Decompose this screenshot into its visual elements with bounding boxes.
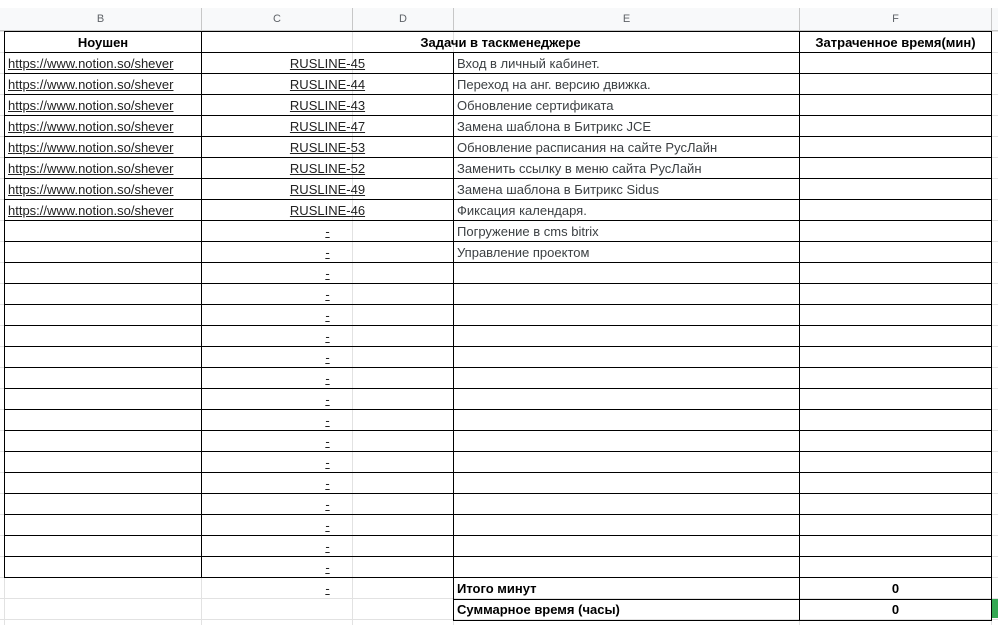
task-code-cell[interactable]: RUSLINE-52 (289, 161, 366, 176)
table-row (0, 389, 998, 410)
time-cell[interactable] (800, 179, 991, 200)
notion-link-cell[interactable] (5, 263, 201, 284)
task-name-cell[interactable]: Обновление расписания на сайте РусЛайн (457, 140, 718, 155)
task-name-cell[interactable]: Переход на анг. версию движка. (457, 77, 651, 92)
task-name-cell[interactable] (454, 326, 799, 347)
time-cell[interactable] (800, 116, 991, 137)
notion-link-cell[interactable]: https://www.notion.so/shever (8, 119, 174, 134)
column-header-b[interactable]: B (0, 8, 202, 30)
table-border (4, 493, 992, 494)
task-name-cell[interactable]: Обновление сертификата (457, 98, 614, 113)
notion-link-cell[interactable]: https://www.notion.so/shever (8, 203, 174, 218)
task-code-cell[interactable]: - (325, 350, 330, 365)
task-name-cell[interactable] (454, 347, 799, 368)
task-name-cell[interactable] (454, 473, 799, 494)
task-code-cell[interactable]: - (325, 581, 330, 596)
time-cell[interactable] (800, 452, 991, 473)
notion-link-cell[interactable]: https://www.notion.so/shever (8, 182, 174, 197)
task-code-cell[interactable]: RUSLINE-47 (289, 119, 366, 134)
task-code-cell[interactable]: - (325, 497, 330, 512)
table-row (0, 368, 998, 389)
task-name-cell[interactable]: Замена шаблона в Битрикс JCE (457, 119, 652, 134)
column-headers (0, 8, 998, 31)
table-row (0, 305, 998, 326)
table-row (0, 326, 998, 347)
notion-link-cell[interactable]: https://www.notion.so/shever (8, 77, 174, 92)
task-code-cell[interactable]: RUSLINE-45 (289, 56, 366, 71)
table-border (4, 556, 992, 557)
notion-link-cell[interactable]: https://www.notion.so/shever (8, 161, 174, 176)
table-row (0, 179, 998, 200)
time-cell[interactable] (800, 95, 991, 116)
spreadsheet-grid (0, 31, 998, 625)
time-cell[interactable] (800, 473, 991, 494)
table-border (4, 136, 992, 137)
notion-link-cell[interactable] (5, 242, 201, 263)
table-border (991, 31, 992, 621)
notion-link-cell[interactable] (5, 515, 201, 536)
task-code-cell[interactable]: - (325, 455, 330, 470)
notion-link-cell[interactable] (5, 368, 201, 389)
total-hours-label[interactable]: Суммарное время (часы) (457, 602, 620, 617)
table-row (0, 410, 998, 431)
time-cell[interactable] (800, 536, 991, 557)
column-header-d[interactable]: D (353, 8, 454, 30)
time-cell[interactable] (800, 431, 991, 452)
task-name-cell[interactable] (454, 557, 799, 578)
time-cell[interactable] (800, 137, 991, 158)
notion-link-cell[interactable] (5, 536, 201, 557)
task-name-cell[interactable] (454, 263, 799, 284)
time-cell[interactable] (800, 347, 991, 368)
task-code-cell[interactable]: - (325, 392, 330, 407)
table-border (4, 283, 992, 284)
header-tasks[interactable]: Задачи в таскменеджере (420, 35, 581, 50)
notion-link-cell[interactable] (5, 221, 201, 242)
task-name-cell[interactable] (454, 389, 799, 410)
table-row (0, 536, 998, 557)
table-border (4, 178, 992, 179)
task-name-cell[interactable] (454, 515, 799, 536)
table-row (0, 95, 998, 116)
table-row (0, 158, 998, 179)
time-cell[interactable] (800, 494, 991, 515)
table-row (0, 242, 998, 263)
table-border (4, 325, 992, 326)
task-name-cell[interactable]: Погружение в cms bitrix (457, 224, 599, 239)
notion-link-cell[interactable] (5, 305, 201, 326)
task-name-cell[interactable] (454, 494, 799, 515)
table-row (0, 53, 998, 74)
total-minutes-label[interactable]: Итого минут (457, 581, 537, 596)
table-border (4, 241, 992, 242)
task-code-cell[interactable]: RUSLINE-49 (289, 182, 366, 197)
task-name-cell[interactable]: Фиксация календаря. (457, 203, 587, 218)
task-name-cell[interactable] (454, 368, 799, 389)
table-border (453, 599, 992, 600)
table-border (4, 73, 992, 74)
table-row (0, 221, 998, 242)
total-minutes-value[interactable]: 0 (891, 581, 900, 596)
table-border (4, 199, 992, 200)
header-time[interactable]: Затраченное время(мин) (815, 35, 976, 50)
task-code-cell[interactable]: - (325, 287, 330, 302)
time-cell[interactable] (800, 74, 991, 95)
table-border (4, 388, 992, 389)
table-border (4, 31, 992, 32)
task-code-cell[interactable]: - (325, 434, 330, 449)
notion-link-cell[interactable] (5, 410, 201, 431)
table-border (4, 535, 992, 536)
time-cell[interactable] (800, 410, 991, 431)
task-name-cell[interactable] (454, 431, 799, 452)
table-border (4, 94, 992, 95)
table-border (4, 115, 992, 116)
time-cell[interactable] (800, 389, 991, 410)
table-border (4, 409, 992, 410)
table-border (4, 346, 992, 347)
time-cell[interactable] (800, 221, 991, 242)
table-row (0, 494, 998, 515)
notion-link-cell[interactable]: https://www.notion.so/shever (8, 140, 174, 155)
task-name-cell[interactable] (454, 305, 799, 326)
notion-link-cell[interactable] (5, 557, 201, 578)
time-cell[interactable] (800, 284, 991, 305)
task-name-cell[interactable]: Заменить ссылку в меню сайта РусЛайн (457, 161, 702, 176)
total-hours-value[interactable]: 0 (891, 602, 900, 617)
task-name-cell[interactable]: Замена шаблона в Битрикс Sidus (457, 182, 659, 197)
notion-link-cell[interactable] (5, 473, 201, 494)
task-code-cell[interactable]: RUSLINE-53 (289, 140, 366, 155)
notion-link-cell[interactable] (5, 431, 201, 452)
table-border (4, 262, 992, 263)
table-row (0, 74, 998, 95)
task-name-cell[interactable] (454, 536, 799, 557)
notion-link-cell[interactable] (5, 284, 201, 305)
table-row (0, 515, 998, 536)
table-border (453, 620, 992, 621)
table-border (4, 514, 992, 515)
table-row (0, 473, 998, 494)
task-name-cell[interactable]: Вход в личный кабинет. (457, 56, 600, 71)
task-code-cell[interactable]: RUSLINE-46 (289, 203, 366, 218)
task-name-cell[interactable] (454, 410, 799, 431)
task-code-cell[interactable]: - (325, 371, 330, 386)
table-row (0, 347, 998, 368)
table-border (4, 157, 992, 158)
table-border (4, 52, 992, 53)
table-border (799, 31, 800, 621)
table-row (0, 116, 998, 137)
selection-handle[interactable] (992, 599, 998, 618)
table-border (4, 472, 992, 473)
task-name-cell[interactable] (454, 284, 799, 305)
task-code-cell[interactable]: - (325, 413, 330, 428)
time-cell[interactable] (800, 242, 991, 263)
column-header-c[interactable]: C (202, 8, 353, 30)
task-code-cell[interactable]: - (325, 266, 330, 281)
time-cell[interactable] (800, 263, 991, 284)
table-row (0, 557, 998, 578)
table-row (0, 263, 998, 284)
table-row (0, 431, 998, 452)
column-header-f[interactable]: F (800, 8, 992, 30)
table-row (0, 452, 998, 473)
notion-link-cell[interactable] (5, 494, 201, 515)
table-row (0, 284, 998, 305)
task-code-cell[interactable]: - (325, 329, 330, 344)
notion-link-cell[interactable] (5, 452, 201, 473)
table-border (4, 220, 992, 221)
time-cell[interactable] (800, 200, 991, 221)
header-notion[interactable]: Ноушен (77, 35, 129, 50)
task-name-cell[interactable] (454, 452, 799, 473)
task-code-cell[interactable]: - (325, 539, 330, 554)
table-border (4, 304, 992, 305)
task-code-cell[interactable]: - (325, 245, 330, 260)
table-border (4, 577, 992, 578)
column-header-e[interactable]: E (454, 8, 800, 30)
notion-link-cell[interactable] (5, 347, 201, 368)
notion-link-cell[interactable]: https://www.notion.so/shever (8, 56, 174, 71)
task-code-cell[interactable]: - (325, 560, 330, 575)
notion-link-cell[interactable] (5, 578, 201, 599)
time-cell[interactable] (800, 515, 991, 536)
task-code-cell[interactable]: - (325, 518, 330, 533)
task-name-cell[interactable]: Управление проектом (457, 245, 590, 260)
time-cell[interactable] (800, 158, 991, 179)
task-code-cell[interactable]: - (325, 224, 330, 239)
time-cell[interactable] (800, 305, 991, 326)
table-border (4, 430, 992, 431)
table-border (4, 367, 992, 368)
table-row (0, 200, 998, 221)
table-row (0, 137, 998, 158)
notion-link-cell[interactable] (5, 389, 201, 410)
notion-link-cell[interactable] (5, 326, 201, 347)
notion-link-cell[interactable]: https://www.notion.so/shever (8, 98, 174, 113)
time-cell[interactable] (800, 368, 991, 389)
task-code-cell[interactable]: - (325, 476, 330, 491)
task-code-cell[interactable]: RUSLINE-44 (289, 77, 366, 92)
time-cell[interactable] (800, 326, 991, 347)
time-cell[interactable] (800, 557, 991, 578)
time-cell[interactable] (800, 53, 991, 74)
task-code-cell[interactable]: - (325, 308, 330, 323)
task-code-cell[interactable]: RUSLINE-43 (289, 98, 366, 113)
table-border (4, 451, 992, 452)
